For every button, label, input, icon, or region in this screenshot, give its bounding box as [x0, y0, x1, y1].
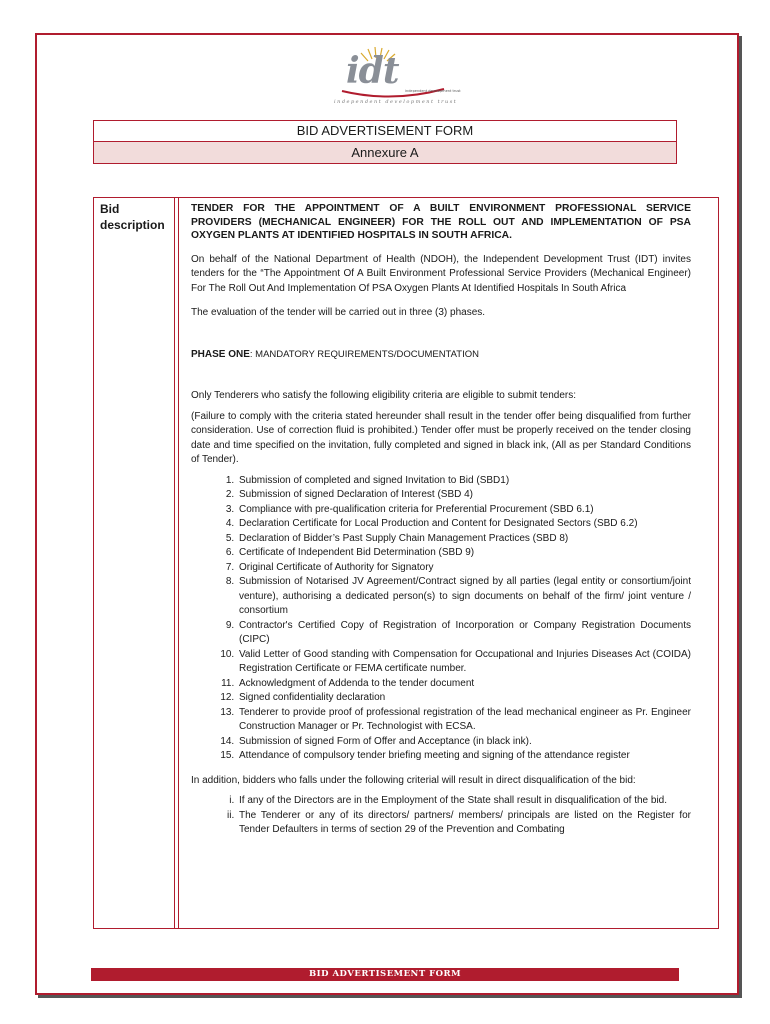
- list-item: 11. Acknowledgment of Addenda to the tender document: [237, 677, 691, 692]
- list-item: 3. Compliance with pre-qualification criteria for Preferential Procurement (SBD 6.1): [237, 503, 691, 518]
- logo-tagline: independent development trust: [334, 99, 458, 105]
- column-separator: [178, 198, 179, 928]
- description-content: [191, 202, 691, 838]
- phase-one-label: PHASE ONE: [191, 348, 250, 360]
- tender-heading: TENDER FOR THE APPOINTMENT OF A BUILT ENVIRONMENT PROFESSIONAL SERVICE PROVIDERS (MECHANICAL ENGINEER) FOR THE ROLL OUT AND IMPLEMENTATION OF PSA OXYGEN PLANTS AT IDENTIFIED HOSPITALS IN SOUTH AFRICA.: [191, 203, 691, 241]
- list-item: 15. Attendance of compulsory tender briefing meeting and signing of the attendance register: [237, 749, 691, 764]
- list-item: 14. Submission of signed Form of Offer and Acceptance (in black ink).: [237, 735, 691, 750]
- list-item: 4. Declaration Certificate for Local Production and Content for Designated Sectors (SBD 6.2): [237, 517, 691, 532]
- logo-subtitle: independent development trust: [405, 89, 461, 93]
- logo-wordmark: idt: [346, 50, 399, 92]
- phase-one-line: [191, 348, 691, 363]
- list-item: ii. The Tenderer or any of its directors/ partners/ members/ principals are listed on the Register for Tender Defaulters in terms of section 29 of the Prevention and Combating: [237, 809, 691, 838]
- form-title-box: [93, 120, 677, 164]
- list-item: 9. Contractor's Certified Copy of Registration of Incorporation or Company Registration Documents (CIPC): [237, 619, 691, 648]
- intro-paragraph: On behalf of the National Department of Health (NDOH), the Independent Development Trust (IDT) invites tenders for the “The Appointment Of A Built Environment Professional Service Providers (Mechanical Engineer) For The Roll Out And Implementation Of PSA Oxygen Plants At Identified Hospitals In South Africa: [191, 253, 691, 294]
- list-item: 13. Tenderer to provide proof of professional registration of the lead mechanical engineer as Pr. Engineer Construction Manager or Pr. Technologist with ECSA.: [237, 706, 691, 735]
- failure-paragraph: (Failure to comply with the criteria stated hereunder shall result in the tender offer being disqualified from further consideration. Use of correction fluid is prohibited.) Tender offer must be properly received on the tender closing date and time specified on the invitation, fully completed and signed in black ink, (All as per Standard Conditions of Tender).: [191, 410, 691, 465]
- list-item: 10. Valid Letter of Good standing with Compensation for Occupational and Injuries Diseases Act (COIDA) Registration Certificate or FEMA certificate number.: [237, 648, 691, 677]
- addition-paragraph: In addition, bidders who falls under the following criterial will result in direct disqualification of the bid:: [191, 774, 636, 786]
- row-label: Bid description: [100, 202, 165, 232]
- list-item: i. If any of the Directors are in the Employment of the State shall result in disqualification of the bid.: [237, 794, 691, 809]
- disqualification-list: [191, 794, 691, 838]
- list-item: 12. Signed confidentiality declaration: [237, 691, 691, 706]
- label-column: [94, 198, 175, 928]
- list-item: 5. Declaration of Bidder’s Past Supply Chain Management Practices (SBD 8): [237, 532, 691, 547]
- evaluation-paragraph: The evaluation of the tender will be carried out in three (3) phases.: [191, 307, 486, 318]
- bid-description-table: [93, 197, 719, 929]
- list-item: 1. Submission of completed and signed Invitation to Bid (SBD1): [237, 474, 691, 489]
- form-title: BID ADVERTISEMENT FORM: [94, 121, 676, 142]
- eligibility-paragraph: Only Tenderers who satisfy the following eligibility criteria are eligible to submit tenders:: [191, 390, 576, 401]
- list-item: 7. Original Certificate of Authority for Signatory: [237, 561, 691, 576]
- requirements-list: [191, 474, 691, 764]
- list-item: 8. Submission of Notarised JV Agreement/Contract signed by all parties (legal entity or consortium/joint venture), authorising a dedicated person(s) to sign documents on behalf of the firm/ joint venture / consortium: [237, 575, 691, 619]
- footer-bar: BID ADVERTISEMENT FORM: [91, 968, 679, 981]
- list-item: 2. Submission of signed Declaration of Interest (SBD 4): [237, 488, 691, 503]
- phase-one-text: : MANDATORY REQUIREMENTS/DOCUMENTATION: [249, 348, 479, 360]
- annexure-label: Annexure A: [94, 142, 676, 163]
- list-item: 6. Certificate of Independent Bid Determination (SBD 9): [237, 546, 691, 561]
